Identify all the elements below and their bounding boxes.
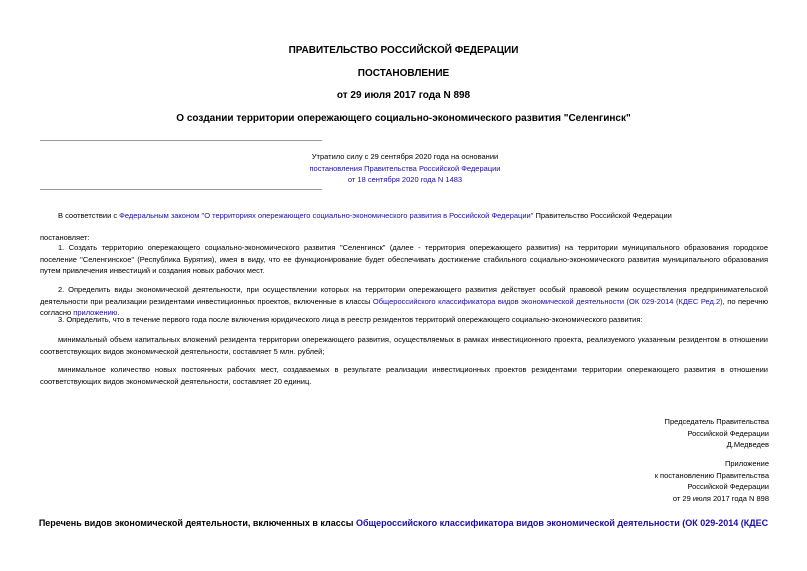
status-note bbox=[250, 151, 560, 186]
repeal-decree-link[interactable]: постановления Правительства Российской Федерации bbox=[309, 163, 501, 173]
divider-top bbox=[40, 140, 322, 141]
paragraph-3a: минимальный объем капитальных вложений резидента территории опережающего развития, осуществляемых в рамках инвестиционного проекта, реализуемого указанным резидентом в отношении соответствующих видов экономической деятельности, составляет 5 млн. рублей; bbox=[40, 335, 768, 356]
paragraph-2-end: . bbox=[117, 308, 120, 317]
preamble-prefix: В соответствии с bbox=[58, 211, 120, 220]
paragraph-2-text: 2. Определить виды экономической деятельности, при осуществлении которых на территории опережающего развития действует особый правовой режим осуществления предпринимательской деятельности при реализации резидентами инвестиционных проектов, включенные в классы bbox=[40, 285, 768, 306]
divider-bottom bbox=[40, 189, 322, 190]
appendix-heading-link[interactable]: Общероссийского классификатора видов экономической деятельности (ОК 029-2014 (КДЕС bbox=[355, 518, 769, 528]
signature-block bbox=[569, 416, 769, 451]
appendix-heading-text: Перечень видов экономической деятельности, включенных в классы bbox=[38, 518, 356, 528]
signature-name: Д.Медведев bbox=[726, 440, 769, 449]
appendix-heading bbox=[0, 518, 807, 528]
appendix-link[interactable]: приложению bbox=[73, 308, 118, 317]
status-note-text: Утратило силу с 29 сентября 2020 года на основании bbox=[311, 152, 499, 161]
paragraph-2-mid: , по перечню согласно bbox=[40, 296, 769, 317]
decree-word: постановляет: bbox=[40, 233, 90, 242]
preamble bbox=[40, 210, 768, 222]
paragraph-3b: минимальное количество новых постоянных рабочих мест, создаваемых в результате реализации инвестиционных проектов резидентами территории опережающего развития в отношении соответствующих видов экономической деятельности, составляет 20 единиц. bbox=[40, 365, 768, 386]
signature-position: Председатель Правительства bbox=[664, 417, 769, 426]
government-heading: ПРАВИТЕЛЬСТВО РОССИЙСКОЙ ФЕДЕРАЦИИ bbox=[288, 45, 519, 56]
appendix-ref: к постановлению Правительства bbox=[654, 470, 769, 480]
signature-body: Российской Федерации bbox=[687, 428, 769, 438]
document-type: ПОСТАНОВЛЕНИЕ bbox=[357, 68, 450, 79]
okved-classifier-link[interactable]: Общероссийского классификатора видов экономической деятельности (ОК 029-2014 (КДЕС Ред.2) bbox=[372, 296, 723, 306]
preamble-suffix: Правительство Российской Федерации bbox=[533, 211, 672, 220]
appendix-label: Приложение bbox=[725, 459, 769, 468]
paragraph-1: 1. Создать территорию опережающего социально-экономического развития "Селенгинск" (далее - территория опережающего развития) на территории муниципального образования городское поселение "Селенгинское" (Республика Бурятия), имея в виду, что ее функционирование будет обеспечивать достижение стабильного социально-экономического развития муниципального образования путем привлечения инвестиций и создания новых рабочих мест. bbox=[40, 243, 768, 275]
appendix-date: от 29 июля 2017 года N 898 bbox=[672, 493, 769, 503]
document-title: О создании территории опережающего социально-экономического развития "Селенгинск" bbox=[176, 113, 631, 124]
appendix-block bbox=[569, 458, 769, 504]
paragraph-3: 3. Определить, что в течение первого года после включения юридического лица в реестр резидентов территорий опережающего социально-экономического развития: bbox=[58, 315, 643, 324]
appendix-body: Российской Федерации bbox=[687, 482, 769, 491]
repeal-decree-date-link[interactable]: от 18 сентября 2020 года N 1483 bbox=[347, 175, 463, 184]
federal-law-link[interactable]: Федеральным законом "О территориях опережающего социально-экономического развития в Российской Федерации" bbox=[119, 211, 534, 220]
document-date-number: от 29 июля 2017 года N 898 bbox=[336, 90, 471, 101]
